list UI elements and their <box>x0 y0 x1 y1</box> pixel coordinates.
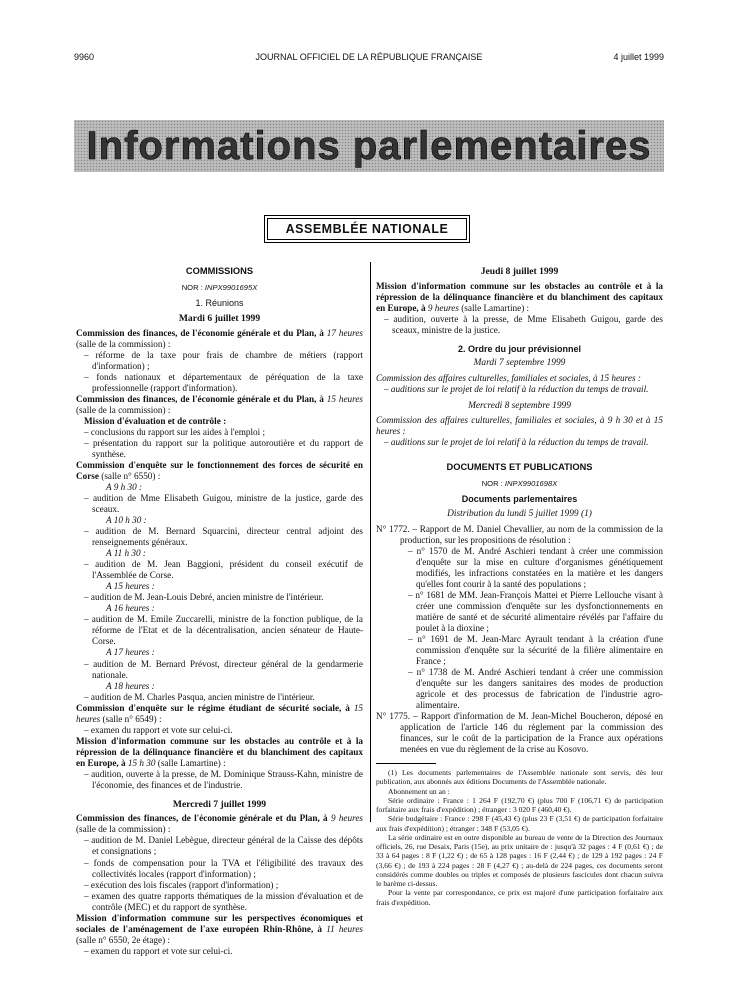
meeting-entry: Commission des finances, de l'économie générale et du Plan, à 9 heures (salle de la commission) : <box>76 813 363 835</box>
meeting-entry: Mission d'information commune sur les obstacles au contrôle et à la répression de la délinquance financière et du blanchiment des capitaux en Europe, à 15 h 30 (salle Lamartine) : <box>76 735 363 768</box>
nor-reference: NOR : INPX9901698X <box>481 479 558 489</box>
agenda-item: – examen du rapport et vote sur celui-ci. <box>84 945 233 956</box>
footnote-text: (1) Les documents parlementaires de l'Assemblée nationale sont servis, dès leur publication, aux abonnés aux éditions Documents de l'Assemblée nationale. <box>376 768 663 787</box>
time-slot: A 16 heures : <box>106 603 155 614</box>
document-entry: N° 1772. – Rapport de M. Daniel Chevallier, au nom de la commission de la production, sur les propositions de résolution : <box>376 523 663 545</box>
time-slot: A 11 h 30 : <box>106 548 146 559</box>
section-heading: DOCUMENTS ET PUBLICATIONS <box>446 462 593 473</box>
chamber-title: ASSEMBLÉE NATIONALE <box>267 218 467 240</box>
footnote-text: Abonnement un an : <box>388 786 450 796</box>
day-heading: Mardi 7 septembre 1999 <box>473 358 566 369</box>
document-subitem: – n° 1738 de M. André Aschieri tendant à créer une commission d'enquête sur les dangers sanitaires des modes de production agricole et des processus de fabrication de l'industrie agro-alimentaire. <box>408 666 663 711</box>
subsection-heading: 2. Ordre du jour prévisionnel <box>457 343 582 354</box>
agenda-item: – examen des quatre rapports thématiques de la mission d'évaluation et de contrôle (MEC) et du rapport de synthèse. <box>84 890 363 912</box>
document-subitem: – n° 1681 de MM. Jean-François Mattei et Pierre Lellouche visant à créer une commission d'enquête sur les dysfonctionnements en matière de santé et de sécurité alimentaire révélés par l'affaire du poulet à la dioxine ; <box>408 589 663 633</box>
agenda-item: – fonds nationaux et départementaux de péréquation de la taxe professionnelle (rapport d'information). <box>84 371 363 393</box>
document-subitem: – n° 1691 de M. Jean-Marc Ayrault tendant à la création d'une commission d'enquête sur la sécurité de la filière alimentaire en France ; <box>408 633 663 666</box>
day-heading: Mardi 6 juillet 1999 <box>178 313 261 325</box>
time-slot: A 18 heures : <box>106 680 155 691</box>
footnote-text: Pour la vente par correspondance, ce prix est majoré d'une participation forfaitaire aux frais d'expédition. <box>376 888 663 907</box>
issue-date: 4 juillet 1999 <box>613 52 664 62</box>
day-heading: Mercredi 8 septembre 1999 <box>468 400 571 411</box>
agenda-item: – fonds de compensation pour la TVA et l'éligibilité des travaux des collectivités locales (rapport d'information) ; <box>84 857 363 879</box>
footnote-text: Série ordinaire : France : 1 264 F (192,70 €) (plus 700 F (106,71 €) de participation forfaitaire aux frais d'expédition) ; étranger : 3 020 F (460,40 €). <box>376 795 663 815</box>
agenda-item: – auditions sur le projet de loi relatif à la réduction du temps de travail. <box>384 383 649 394</box>
nor-reference: NOR : INPX9901695X <box>181 283 258 293</box>
meeting-entry: Commission d'enquête sur le fonctionnement des forces de sécurité en Corse (salle n° 6550) : <box>76 459 363 481</box>
agenda-item: – audition de M. Emile Zuccarelli, ministre de la fonction publique, de la réforme de l'Etat et de la décentralisation, ancien sénateur de Haute-Corse. <box>84 614 363 647</box>
agenda-item: – examen du rapport et vote sur celui-ci. <box>84 724 233 735</box>
time-slot: A 17 heures : <box>106 647 155 658</box>
agenda-item: – audition de M. Bernard Squarcini, directeur central adjoint des renseignements généraux. <box>84 526 363 548</box>
meeting-entry: Mission d'évaluation et de contrôle : <box>84 415 227 426</box>
agenda-item: – audition de M. Bernard Prévost, directeur général de la gendarmerie nationale. <box>84 658 363 680</box>
footnote-text: La série ordinaire est en outre disponible au bureau de vente de la Direction des Journaux officiels, 26, rue Desaix, Paris (15e), au prix unitaire de : jusqu'à 32 pages : 4 F (0,61 €) ; de 33 à 64 pages : 8 F (1,22 €) ; de 65 à 128 pages : 16 F (2,44 €) ; de 129 à 192 pages : 24 F (3,66 €) ; de 193 à 224 pages : 28 F (4,27 €) ; au-delà de 224 pages, ces documents seront considérés comme doubles ou triples et composés de plusieurs fascicules dont chacun suivra le barème ci-dessus. <box>376 832 663 889</box>
time-slot: A 9 h 30 : <box>106 482 143 492</box>
agenda-item: – présentation du rapport sur la politique autoroutière et du rapport de synthèse. <box>84 437 363 459</box>
agenda-item: – audition, ouverte à la presse, de Mme Elisabeth Guigou, garde des sceaux, ministre de la justice. <box>384 313 663 335</box>
distribution-date: Distribution du lundi 5 juillet 1999 (1) <box>447 509 592 520</box>
meeting-entry: Commission des finances, de l'économie générale et du Plan, à 17 heures (salle de la commission) : <box>76 327 363 349</box>
time-slot: A 10 h 30 : <box>106 515 147 526</box>
section-heading: COMMISSIONS <box>185 266 254 276</box>
footnote-rule <box>376 763 436 764</box>
footnote <box>376 768 663 907</box>
left-column <box>76 266 363 957</box>
subsection-heading: 1. Réunions <box>195 298 244 309</box>
right-column <box>376 266 663 907</box>
journal-title: JOURNAL OFFICIEL DE LA RÉPUBLIQUE FRANÇAISE <box>255 52 483 62</box>
footnote-text: Série budgétaire : France : 298 F (45,43 €) (plus 23 F (3,51 €) de participation forfaitaire aux frais d'expédition) ; étranger : 348 F (53,05 €). <box>376 814 663 833</box>
subsection-heading: Documents parlementaires <box>461 494 578 505</box>
section-banner <box>74 120 664 172</box>
day-heading: Jeudi 8 juillet 1999 <box>480 266 559 277</box>
time-slot: A 15 heures : <box>106 581 155 592</box>
agenda-item: – auditions sur le projet de loi relatif à la réduction du temps de travail. <box>384 437 649 448</box>
page-number: 9960 <box>74 52 95 62</box>
column-divider <box>370 262 371 822</box>
meeting-entry: Commission des affaires culturelles, familiales et sociales, à 9 h 30 et à 15 heures : <box>376 415 663 437</box>
day-heading: Mercredi 7 juillet 1999 <box>172 798 267 810</box>
agenda-item: – exécution des lois fiscales (rapport d'information) ; <box>84 879 279 890</box>
banner-title: Informations parlementaires <box>86 124 652 168</box>
meeting-entry: Commission des affaires culturelles, familiales et sociales, à 15 heures : <box>376 372 641 383</box>
agenda-item: – audition de M. Daniel Lebègue, directeur général de la Caisse des dépôts et consignations ; <box>84 835 363 857</box>
agenda-item: – audition de M. Jean Baggioni, président du conseil exécutif de l'Assemblée de Corse. <box>84 559 363 581</box>
agenda-item: – réforme de la taxe pour frais de chambre de métiers (rapport d'information) ; <box>84 349 363 371</box>
document-subitem: – n° 1570 de M. André Aschieri tendant à créer une commission d'enquête sur la mise en culture d'organismes génétiquement modifiés, les infractions constatées en la matière et les dangers qu'elles font courir à la santé des populations ; <box>408 545 663 589</box>
agenda-item: – audition, ouverte à la presse, de M. Dominique Strauss-Kahn, ministre de l'économie, des finances et de l'industrie. <box>84 768 363 790</box>
meeting-entry: Mission d'information commune sur les obstacles au contrôle et à la répression de la délinquance financière et du blanchiment des capitaux en Europe, à 9 heures (salle Lamartine) : <box>376 280 663 313</box>
meeting-entry: Mission d'information commune sur les perspectives économiques et sociales de l'aménagement de l'axe européen Rhin-Rhône, à 11 heures (salle n° 6550, 2e étage) : <box>76 912 363 945</box>
chamber-box <box>264 215 470 243</box>
meeting-entry: Commission d'enquête sur le régime étudiant de sécurité sociale, à 15 heures (salle n° 6549) : <box>76 702 364 724</box>
document-entry: N° 1775. – Rapport d'information de M. Jean-Michel Boucheron, déposé en application de l'article 146 du règlement par la commission des finances, sur le coût de la participation de la France aux opérations menées en vue du règlement de la crise au Kosovo. <box>376 711 663 755</box>
agenda-item: – conclusions du rapport sur les aides à l'emploi ; <box>84 426 266 437</box>
meeting-entry: Commission des finances, de l'économie générale et du Plan, à 15 heures (salle de la commission) : <box>76 393 363 415</box>
agenda-item: – audition de M. Jean-Louis Debré, ancien ministre de l'intérieur. <box>84 592 324 603</box>
agenda-item: – audition de M. Charles Pasqua, ancien ministre de l'intérieur. <box>84 691 315 702</box>
agenda-item: – audition de Mme Elisabeth Guigou, ministre de la justice, garde des sceaux. <box>84 493 363 515</box>
